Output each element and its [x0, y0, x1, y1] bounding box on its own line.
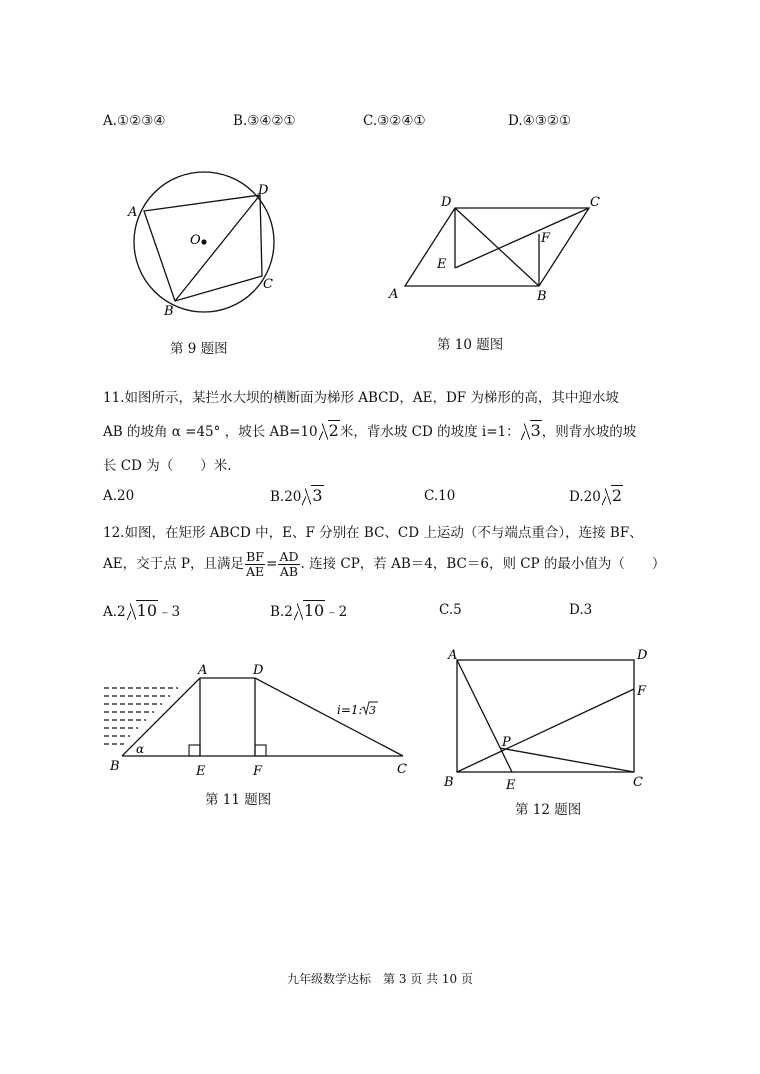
fig9-caption: 第 9 题图	[170, 341, 228, 357]
fig11-caption: 第 11 题图	[205, 792, 272, 808]
fig11-label-e: E	[196, 764, 206, 779]
page-footer: 九年级数学达标 第 3 页 共 10 页	[287, 972, 473, 986]
fig11-label-c: C	[397, 762, 407, 777]
fig11-label-alpha: α	[136, 742, 145, 756]
fig10-label-f: F	[541, 231, 551, 246]
fig9-label-a: A	[128, 205, 138, 220]
q12-line2: AE，交于点 P，且满足 $\frac{BF}{AE}$ = $\frac{AD}{AB}$ . 连接 CP，若 AB＝4，BC＝6，则 CP 的最小值为（ ）	[103, 549, 666, 579]
q11-option-d: D.20 2	[569, 486, 622, 505]
q8-option-a: A.①②③④	[103, 113, 166, 129]
fig9-label-c: C	[263, 277, 273, 292]
figure-12	[440, 645, 660, 793]
fig10-label-a: A	[389, 287, 399, 302]
figure-9	[120, 160, 300, 320]
fig10-label-b: B	[537, 289, 547, 304]
q11-option-a: A.20	[103, 488, 135, 504]
fig11-slope-label: i=1:	[337, 703, 363, 717]
q12-line1: 12.如图，在矩形 ABCD 中，E、F 分别在 BC、CD 上运动（不与端点重合），连接 BF、	[103, 525, 643, 541]
q12-option-d: D.3	[569, 602, 593, 618]
fig12-label-d: D	[637, 648, 648, 663]
q12-option-a: A.2 10﹣3	[103, 601, 181, 620]
fig9-label-d: D	[258, 183, 269, 198]
q11-option-b: B.20 3	[270, 486, 323, 505]
q12-option-c: C.5	[439, 602, 462, 618]
fig12-caption: 第 12 题图	[515, 802, 582, 818]
fig12-label-f: F	[637, 684, 647, 699]
fig12-label-a: A	[448, 648, 458, 663]
fig10-label-e: E	[437, 257, 447, 272]
fig9-label-o: O	[190, 233, 201, 248]
fraction-bf-ae: $\frac{BF}{AE}$	[245, 549, 265, 579]
q11-line2: AB 的坡角 α =45° ，坡长 AB=10 2米，背水坡 CD 的坡度 i=1： 3，则背水坡的坡	[103, 421, 637, 440]
q12-option-b: B.2 10﹣2	[270, 601, 348, 620]
fig12-label-e: E	[506, 778, 516, 793]
fig11-label-a: A	[198, 663, 208, 678]
fig9-label-b: B	[164, 304, 174, 319]
fig10-label-c: C	[590, 195, 600, 210]
fig12-label-b: B	[444, 775, 454, 790]
fraction-ad-ab: $\frac{AD}{AB}$	[279, 549, 299, 579]
fig11-slope-radicand: 3	[369, 704, 376, 717]
q8-option-d: D.④③②①	[508, 113, 572, 129]
figure-10	[385, 190, 610, 310]
q11-option-c: C.10	[424, 488, 456, 504]
q8-option-b: B.③④②①	[233, 113, 296, 129]
fig12-label-c: C	[633, 775, 643, 790]
q8-option-c: C.③②④①	[363, 113, 426, 129]
fig11-label-b: B	[110, 759, 120, 774]
fig10-caption: 第 10 题图	[437, 337, 504, 353]
figure-11	[100, 658, 420, 783]
q11-line3: 长 CD 为（ ）米.	[103, 458, 232, 474]
fig11-label-d: D	[253, 663, 264, 678]
fig11-label-f: F	[253, 764, 263, 779]
q11-line1: 11.如图所示，某拦水大坝的横断面为梯形 ABCD，AE，DF 为梯形的高，其中迎水坡	[103, 390, 619, 406]
fig10-label-d: D	[441, 195, 452, 210]
fig12-label-p: P	[502, 735, 511, 750]
